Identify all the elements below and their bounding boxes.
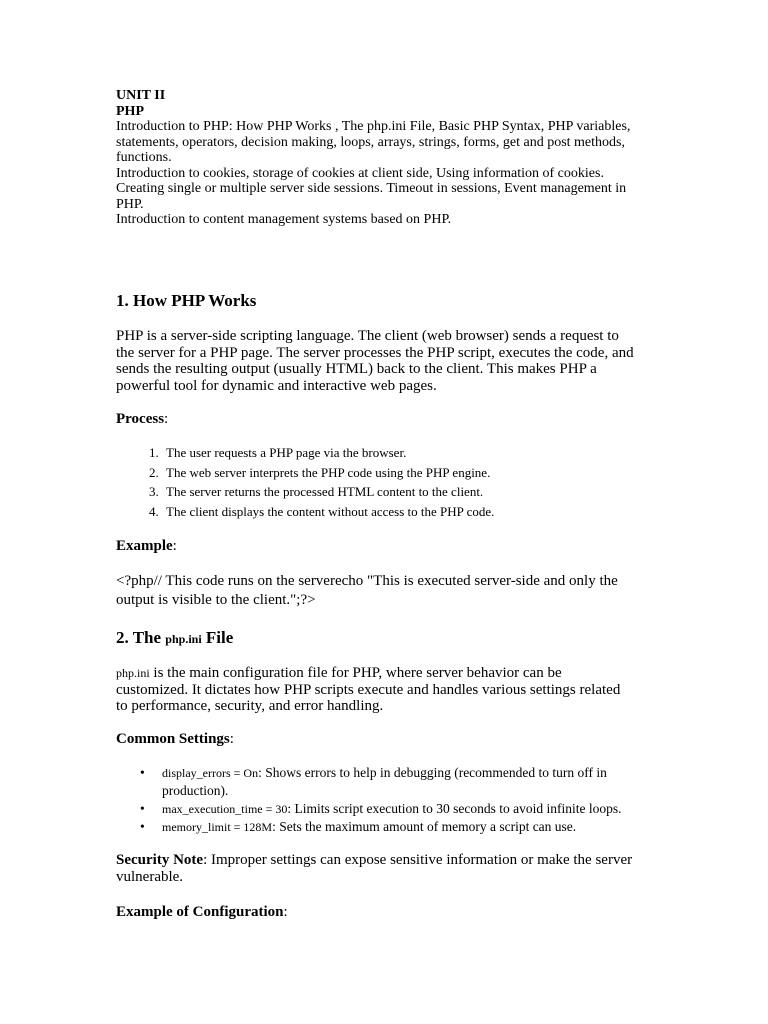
process-label-text: Process	[116, 411, 165, 427]
heading-suffix: File	[201, 628, 234, 647]
example-label	[116, 538, 177, 555]
process-label	[116, 411, 168, 428]
code-line: <?php// This code runs on the serverecho "This is executed server-side and only the	[116, 573, 618, 589]
paragraph-line	[116, 665, 661, 682]
label-colon: :	[283, 904, 288, 920]
bullet-icon: •	[140, 765, 145, 780]
setting-key: display_errors = On	[162, 766, 259, 780]
syllabus-line: Introduction to content management systems based on PHP.	[116, 212, 452, 227]
paragraph-text: : Improper settings can expose sensitive information or make the server	[203, 852, 633, 868]
setting-description: : Limits script execution to 30 seconds to avoid infinite loops.	[287, 801, 622, 816]
settings-list	[116, 764, 662, 836]
syllabus-line: functions.	[116, 150, 172, 165]
setting-description: : Sets the maximum amount of memory a script can use.	[272, 819, 577, 834]
example-label-text: Example	[116, 538, 173, 554]
process-steps-list	[116, 443, 662, 521]
example-configuration-label	[116, 904, 288, 921]
list-item: 1. The user requests a PHP page via the browser.	[162, 443, 662, 463]
example-configuration-text: Example of Configuration	[116, 904, 284, 920]
list-item: 4. The client displays the content without access to the PHP code.	[162, 502, 662, 522]
security-note-paragraph	[116, 852, 661, 885]
setting-key: max_execution_time = 30	[162, 802, 288, 816]
syllabus-line: Introduction to PHP: How PHP Works , The php.ini File, Basic PHP Syntax, PHP variables,	[116, 119, 631, 134]
paragraph-line: sends the resulting output (usually HTML) back to the client. This makes PHP a	[116, 361, 597, 377]
subject-title: PHP	[116, 103, 144, 119]
syllabus-line: Creating single or multiple server side sessions. Timeout in sessions, Event management in	[116, 181, 627, 196]
bullet-icon: •	[140, 819, 145, 834]
section-heading-how-php-works: 1. How PHP Works	[116, 291, 257, 310]
common-settings-label	[116, 731, 234, 748]
setting-description: : Shows errors to help in debugging (recommended to turn off in	[258, 765, 607, 780]
label-colon: :	[229, 731, 234, 747]
list-item: 2. The web server interprets the PHP code using the PHP engine.	[162, 463, 662, 483]
setting-description: production).	[162, 783, 229, 798]
syllabus-line: statements, operators, decision making, loops, arrays, strings, forms, get and post methods,	[116, 134, 625, 150]
paragraph-line: to performance, security, and error handling.	[116, 698, 384, 714]
code-line: output is visible to the client.";?>	[116, 592, 316, 608]
paragraph-line: customized. It dictates how PHP scripts execute and handles various settings related	[116, 681, 621, 698]
bullet-icon: •	[140, 801, 145, 816]
php-ini-paragraph	[116, 665, 661, 715]
list-item	[140, 818, 662, 836]
paragraph-line: the server for a PHP page. The server processes the PHP script, executes the code, and	[116, 344, 634, 361]
label-colon: :	[172, 538, 177, 554]
unit-header	[116, 88, 676, 228]
security-note-label: Security Note	[116, 852, 204, 868]
list-item	[140, 764, 662, 800]
syllabus-line: Introduction to cookies, storage of cookies at client side, Using information of cookies.	[116, 165, 604, 181]
heading-prefix: 2. The	[116, 628, 166, 647]
heading-code: php.ini	[165, 632, 202, 646]
paragraph-line: powerful tool for dynamic and interactive web pages.	[116, 377, 437, 394]
paragraph-line	[116, 852, 661, 869]
example-code-paragraph	[116, 572, 661, 610]
inline-code: php.ini	[116, 666, 150, 680]
paragraph-line: vulnerable.	[116, 868, 184, 885]
how-php-works-paragraph	[116, 328, 661, 394]
paragraph-line: PHP is a server-side scripting language. The client (web browser) sends a request to	[116, 328, 619, 344]
common-settings-text: Common Settings	[116, 731, 230, 747]
setting-key: memory_limit = 128M	[162, 820, 273, 834]
paragraph-text: is the main configuration file for PHP, where server behavior can be	[149, 665, 562, 681]
list-item	[140, 800, 662, 818]
list-item: 3. The server returns the processed HTML content to the client.	[162, 482, 662, 502]
label-colon: :	[164, 411, 169, 427]
unit-title: UNIT II	[116, 88, 166, 103]
section-heading-php-ini-file	[116, 628, 233, 648]
syllabus-line: PHP.	[116, 196, 144, 212]
